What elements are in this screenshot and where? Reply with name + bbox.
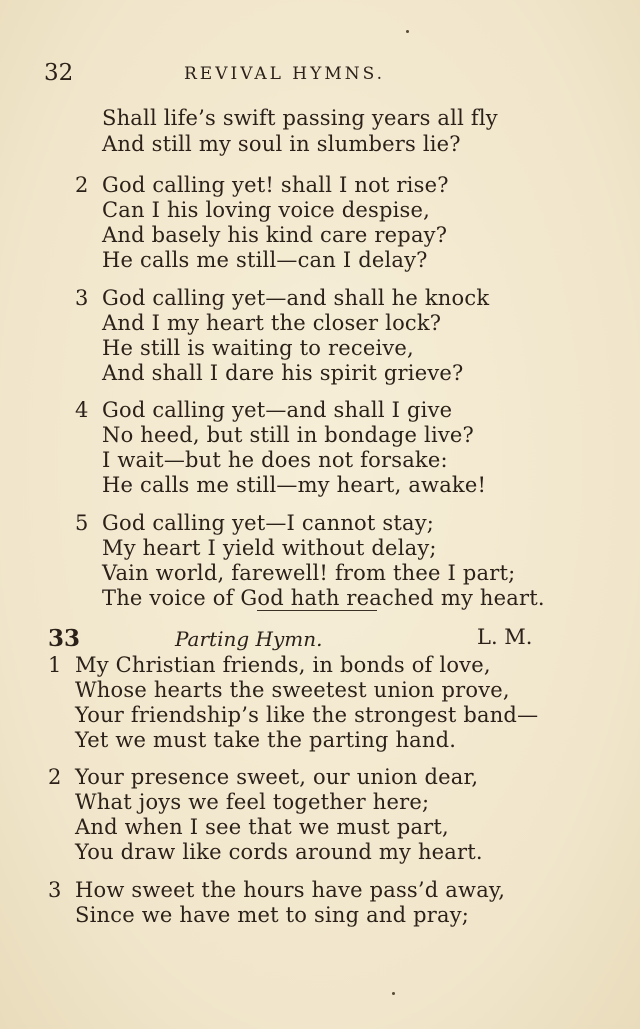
- verse-line: God calling yet—and shall I give: [102, 398, 453, 422]
- section-divider: [257, 610, 377, 611]
- verse-line: God calling yet! shall I not rise?: [102, 173, 449, 197]
- verse-line: No heed, but still in bondage live?: [102, 423, 475, 447]
- stanza-number: 4: [75, 398, 89, 422]
- verse-line: You draw like cords around my heart.: [75, 840, 483, 864]
- running-head: REVIVAL HYMNS.: [184, 64, 386, 84]
- verse-line: God calling yet—I cannot stay;: [102, 511, 435, 535]
- verse-line: Your presence sweet, our union dear,: [75, 765, 479, 789]
- page-header: [44, 60, 600, 90]
- verse-line: I wait—but he does not forsake:: [102, 448, 448, 472]
- hymn-33-title-row: [0, 625, 640, 655]
- stanza-number: 3: [48, 878, 62, 902]
- verse-line: He calls me still—my heart, awake!: [102, 473, 487, 497]
- verse-line: Shall life’s swift passing years all fly: [102, 106, 498, 130]
- verse-line: How sweet the hours have pass’d away,: [75, 878, 506, 902]
- verse-line: What joys we feel together here;: [75, 790, 430, 814]
- verse-line: Whose hearts the sweetest union prove,: [75, 678, 510, 702]
- verse-line: He calls me still—can I delay?: [102, 248, 428, 272]
- page-number: 32: [44, 60, 74, 86]
- stanza-number: 2: [48, 765, 62, 789]
- stanza-number: 3: [75, 286, 89, 310]
- paper-speck: [406, 30, 409, 33]
- verse-line: And I my heart the closer lock?: [102, 311, 442, 335]
- paper-speck: [392, 992, 395, 995]
- verse-line: My Christian friends, in bonds of love,: [75, 653, 491, 677]
- verse-line: And when I see that we must part,: [75, 815, 449, 839]
- verse-line: And still my soul in slumbers lie?: [102, 132, 461, 156]
- verse-line: And basely his kind care repay?: [102, 223, 448, 247]
- verse-line: Yet we must take the parting hand.: [75, 728, 457, 752]
- stanza-number: 5: [75, 511, 89, 535]
- stanza-number: 2: [75, 173, 89, 197]
- stanza-number: 1: [48, 653, 62, 677]
- verse-line: My heart I yield without delay;: [102, 536, 437, 560]
- verse-line: Vain world, farewell! from thee I part;: [102, 561, 516, 585]
- verse-line: Your friendship’s like the strongest band—: [75, 703, 539, 727]
- hymn-number: 33: [48, 625, 81, 652]
- verse-line: God calling yet—and shall he knock: [102, 286, 490, 310]
- verse-line: Since we have met to sing and pray;: [75, 903, 470, 927]
- verse-line: Can I his loving voice despise,: [102, 198, 431, 222]
- hymn-title: Parting Hymn.: [175, 627, 323, 651]
- verse-line: And shall I dare his spirit grieve?: [102, 361, 464, 385]
- verse-line: He still is waiting to receive,: [102, 336, 414, 360]
- hymn-meter: L. M.: [477, 625, 533, 649]
- verse-line: The voice of God hath reached my heart.: [102, 586, 545, 610]
